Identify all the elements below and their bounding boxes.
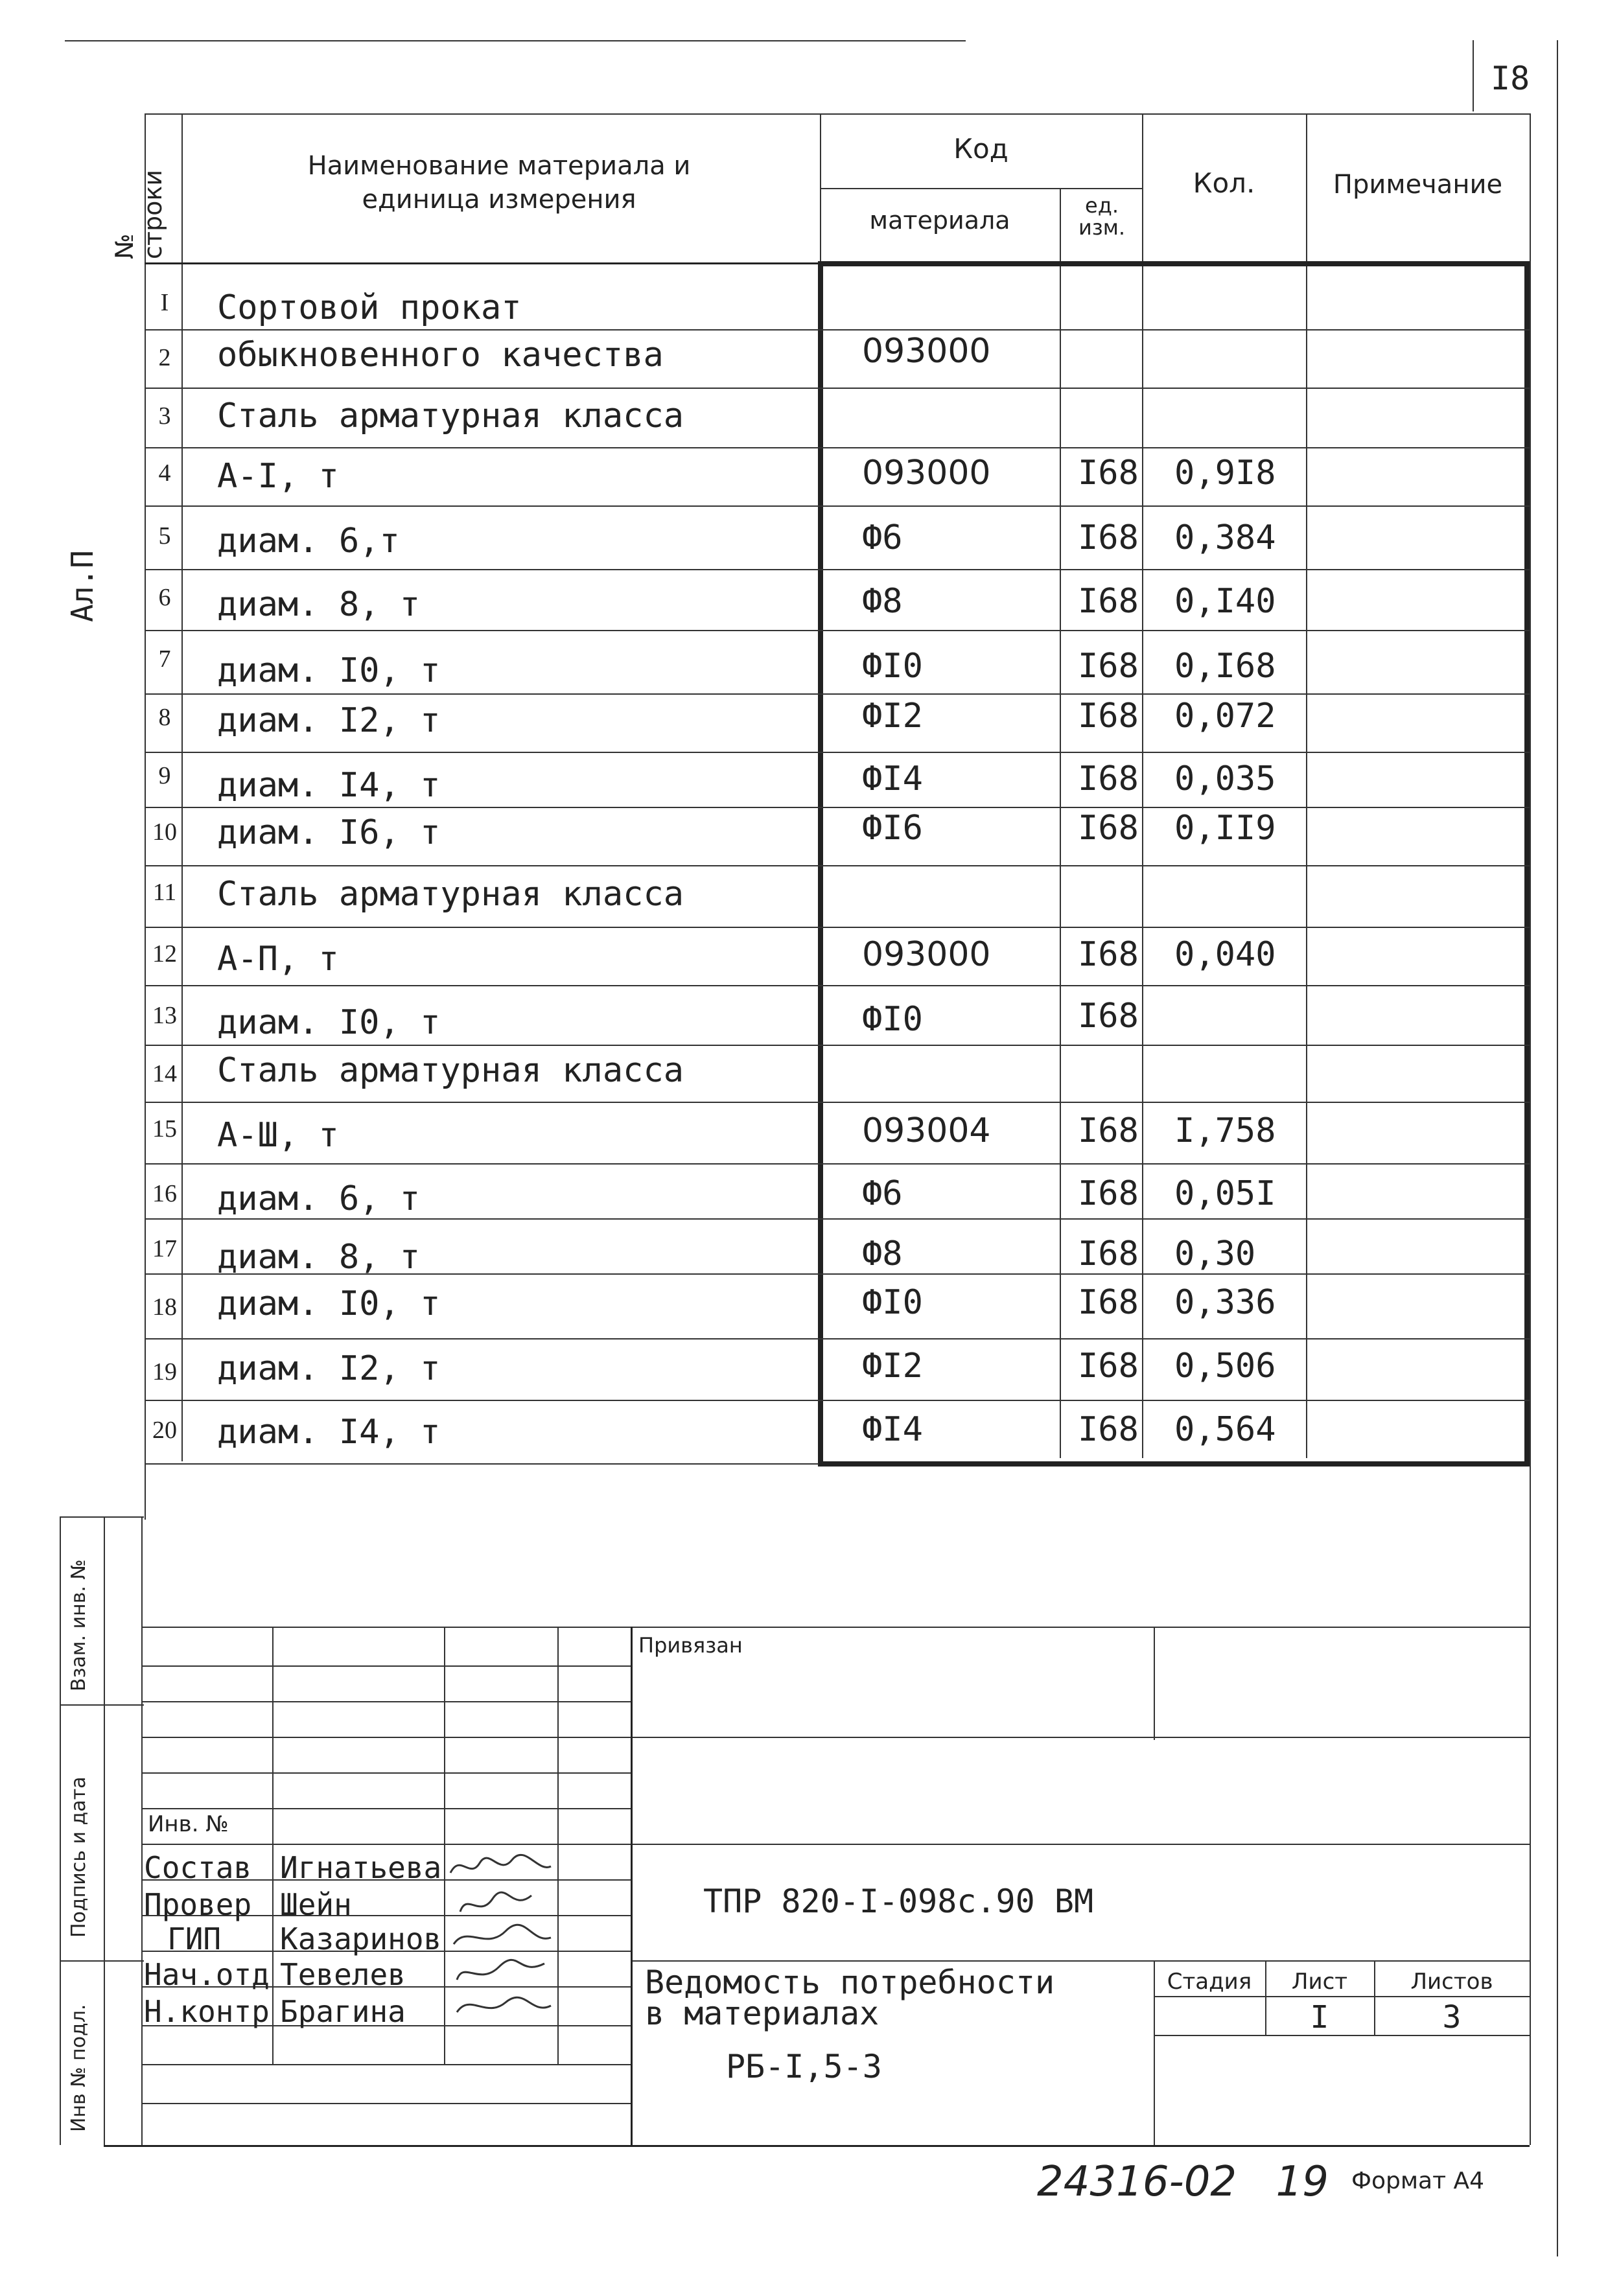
row-code: Ф6 — [862, 518, 903, 557]
page-number: I8 — [1491, 60, 1530, 97]
row-unit: I68 — [1078, 518, 1139, 557]
archive-no: 24316-02 — [1037, 2158, 1237, 2206]
row-number: 14 — [152, 1060, 177, 1087]
row-qty: I,758 — [1174, 1111, 1276, 1150]
staff-role: Провер — [144, 1887, 252, 1922]
stamp-col — [272, 1844, 274, 2064]
header-row-no: № строки — [110, 169, 167, 259]
row-number: 18 — [152, 1293, 177, 1321]
row-code: 093000 — [862, 454, 991, 493]
row-sep — [145, 1218, 1530, 1220]
row-name: Сортовой прокат — [217, 288, 522, 327]
thick-top — [818, 261, 1530, 266]
row-sep — [145, 1045, 1530, 1046]
archive-number — [1037, 2158, 1329, 2206]
doc-title-line2: в материалах — [645, 1995, 880, 2032]
sheets-label: Листов — [1410, 1969, 1493, 1995]
row-unit: I68 — [1078, 647, 1139, 686]
row-unit: I68 — [1078, 809, 1139, 848]
row-sep — [145, 1338, 1530, 1339]
row-number: 3 — [158, 402, 171, 430]
row-unit: I68 — [1078, 697, 1139, 736]
stamp-line — [631, 1960, 1530, 1962]
podpis-label: Подпись и дата — [67, 1776, 90, 1938]
side-sep — [60, 1704, 144, 1706]
side-right-border — [104, 1516, 105, 2145]
row-sep — [145, 388, 1530, 389]
row-unit: I68 — [1078, 1111, 1139, 1150]
header-note: Примечание — [1333, 170, 1503, 200]
staff-name: Шейн — [280, 1887, 352, 1922]
row-sep — [145, 1163, 1530, 1165]
row-name: диам. I0, т — [217, 1003, 441, 1042]
row-code: ФI2 — [862, 1347, 923, 1386]
row-sep — [145, 752, 1530, 753]
row-name: диам. I6, т — [217, 813, 441, 852]
stamp-col — [272, 1627, 274, 1844]
row-qty: 0,30 — [1174, 1235, 1256, 1273]
row-number: 5 — [158, 522, 171, 550]
thick-right — [1524, 261, 1530, 1467]
vzam-label: Взам. инв. № — [67, 1559, 90, 1691]
row-code: ФI4 — [862, 760, 923, 798]
stamp-col — [444, 1627, 445, 2064]
row-unit: I68 — [1078, 1235, 1139, 1273]
row-name: диам. 6, т — [217, 1179, 421, 1218]
row-number: I — [160, 289, 169, 316]
header-top — [145, 113, 1530, 115]
stamp-line — [1154, 1996, 1530, 1997]
col-line-qty — [1142, 113, 1143, 1458]
row-qty: 0,564 — [1174, 1410, 1276, 1449]
row-number: 19 — [152, 1358, 177, 1386]
stamp-line — [141, 1844, 1530, 1845]
row-code: ФI2 — [862, 697, 923, 736]
row-name: Сталь арматурная класса — [217, 397, 684, 435]
row-unit: I68 — [1078, 454, 1139, 493]
format-label: Формат А4 — [1351, 2168, 1485, 2194]
header-code-unit: ед. изм. — [1078, 193, 1126, 240]
row-number: 4 — [158, 459, 171, 487]
staff-name: Тевелев — [280, 1957, 406, 1992]
row-number: 9 — [158, 762, 171, 789]
row-number: 8 — [158, 704, 171, 731]
row-sep — [145, 329, 1530, 330]
row-sep — [145, 807, 1530, 808]
row-code: 093004 — [862, 1111, 991, 1150]
staff-name: Игнатьева — [280, 1850, 442, 1885]
row-unit: I68 — [1078, 1174, 1139, 1213]
row-code: ФI0 — [862, 1000, 923, 1039]
row-unit: I68 — [1078, 760, 1139, 798]
row-qty: 0,9I8 — [1174, 454, 1276, 493]
inv-podl-label: Инв № подл. — [67, 2004, 90, 2132]
row-sep — [145, 630, 1530, 631]
row-name: диам. I2, т — [217, 701, 441, 740]
row-code: 093000 — [862, 332, 991, 371]
row-number: 20 — [152, 1417, 177, 1444]
row-code: Ф6 — [862, 1174, 903, 1213]
row-sep — [145, 1400, 1530, 1401]
row-qty: 0,072 — [1174, 697, 1276, 736]
row-qty: 0,I40 — [1174, 582, 1276, 621]
row-name: диам. 8, т — [217, 1238, 421, 1277]
row-qty: 0,05I — [1174, 1174, 1276, 1213]
row-code: Ф8 — [862, 582, 903, 621]
row-unit: I68 — [1078, 582, 1139, 621]
stamp-col — [631, 1627, 633, 2145]
sheets-value: 3 — [1442, 1999, 1462, 2035]
table-right-border — [1530, 113, 1531, 1520]
row-number: 13 — [152, 1002, 177, 1029]
row-name: А-Ш, т — [217, 1116, 339, 1155]
row-sep — [145, 985, 1530, 986]
sheet-value: I — [1310, 1999, 1329, 2035]
row-sep — [145, 1102, 1530, 1103]
col-line-no — [181, 113, 183, 1461]
staff-name: Брагина — [280, 1994, 406, 2029]
row-sep — [145, 865, 1530, 866]
row-unit: I68 — [1078, 1347, 1139, 1386]
row-code: ФI4 — [862, 1410, 923, 1449]
side-left-border — [60, 1516, 61, 2145]
stamp-col — [1154, 1627, 1155, 1740]
staff-role: Н.контр — [144, 1994, 270, 2029]
stage-label: Стадия — [1167, 1969, 1252, 1995]
right-margin-line — [1557, 40, 1558, 2256]
stamp-line — [141, 2103, 631, 2104]
staff-name: Казаринов — [280, 1921, 442, 1956]
row-qty: 0,I68 — [1174, 647, 1276, 686]
row-code: ФI6 — [862, 809, 923, 848]
doc-title-line3: РБ-I,5-3 — [726, 2048, 882, 2085]
thick-bottom — [818, 1461, 1530, 1467]
row-unit: I68 — [1078, 997, 1139, 1036]
row-number: 11 — [152, 879, 177, 906]
sheet-label: Лист — [1291, 1969, 1348, 1995]
thick-left — [818, 261, 823, 1467]
header-code-split — [820, 188, 1142, 189]
row-qty: 0,336 — [1174, 1283, 1276, 1322]
row-code: Ф8 — [862, 1235, 903, 1273]
side-top — [60, 1516, 144, 1518]
row-name: диам. 6,т — [217, 522, 400, 561]
row-code: ФI0 — [862, 647, 923, 686]
row-sep — [145, 569, 1530, 570]
stamp-line — [141, 2064, 631, 2065]
row-number: 6 — [158, 584, 171, 611]
side-sep — [60, 1960, 144, 1962]
row-qty: 0,035 — [1174, 760, 1276, 798]
row-number: 10 — [152, 818, 177, 846]
side-label: Ал.П — [65, 550, 100, 622]
row-name: диам. 8, т — [217, 585, 421, 624]
col-line-note — [1306, 113, 1307, 1458]
row-sep — [145, 447, 1530, 448]
row-unit: I68 — [1078, 935, 1139, 974]
stamp-left — [141, 1516, 143, 2145]
stamp-bottom — [104, 2145, 1530, 2147]
header-code: Код — [953, 133, 1008, 165]
privyazan-label: Привязан — [638, 1633, 743, 1658]
row-sep — [145, 927, 1530, 928]
row-name: диам. I0, т — [217, 651, 441, 690]
row-code: 093000 — [862, 935, 991, 974]
row-number: 7 — [158, 645, 171, 673]
row-number: 16 — [152, 1180, 177, 1207]
row-sep — [145, 505, 1530, 507]
row-qty: 0,384 — [1174, 518, 1276, 557]
row-name: обыкновенного качества — [217, 336, 664, 375]
row-unit: I68 — [1078, 1410, 1139, 1449]
row-qty: 0,506 — [1174, 1347, 1276, 1386]
row-number: 15 — [152, 1115, 177, 1142]
staff-role: ГИП — [167, 1921, 222, 1956]
inv-no-label: Инв. № — [148, 1811, 229, 1837]
doc-title-line1: Ведомость потребности — [645, 1964, 1055, 2001]
row-number: 17 — [152, 1235, 177, 1262]
row-name: диам. I4, т — [217, 1413, 441, 1452]
row-qty: 0,040 — [1174, 935, 1276, 974]
page-number-divider — [1473, 40, 1474, 111]
row-sep — [145, 693, 1530, 695]
col-line-unit — [1060, 188, 1061, 1458]
row-name: диам. I0, т — [217, 1284, 441, 1323]
stamp-right — [1530, 1458, 1531, 2145]
row-name: диам. I2, т — [217, 1349, 441, 1388]
row-name: А-П, т — [217, 940, 339, 979]
header-name: Наименование материала и единица измерения — [307, 151, 691, 215]
staff-role: Нач.отд — [144, 1957, 270, 1992]
staff-role: Состав — [144, 1850, 252, 1885]
row-name: Сталь арматурная класса — [217, 875, 684, 914]
stamp-line — [141, 1627, 1530, 1628]
header-code-material: материала — [869, 206, 1010, 235]
table-left-border — [145, 113, 146, 1520]
row-name: Сталь арматурная класса — [217, 1051, 684, 1090]
stamp-col — [557, 1627, 559, 2064]
row-unit: I68 — [1078, 1283, 1139, 1322]
row-number: 12 — [152, 940, 177, 968]
row-name: А-I, т — [217, 457, 339, 496]
row-code: ФI0 — [862, 1283, 923, 1322]
row-number: 2 — [158, 344, 171, 371]
top-rule — [65, 40, 966, 41]
signatures — [447, 1847, 554, 2022]
header-qty: Кол. — [1193, 167, 1255, 199]
stamp-line — [141, 1737, 1530, 1738]
rows-bottom — [145, 1463, 819, 1465]
row-name: диам. I4, т — [217, 766, 441, 805]
row-qty: 0,II9 — [1174, 809, 1276, 848]
archive-page: 19 — [1276, 2158, 1329, 2206]
doc-code: ТПР 820-I-098с.90 ВМ — [703, 1883, 1094, 1920]
